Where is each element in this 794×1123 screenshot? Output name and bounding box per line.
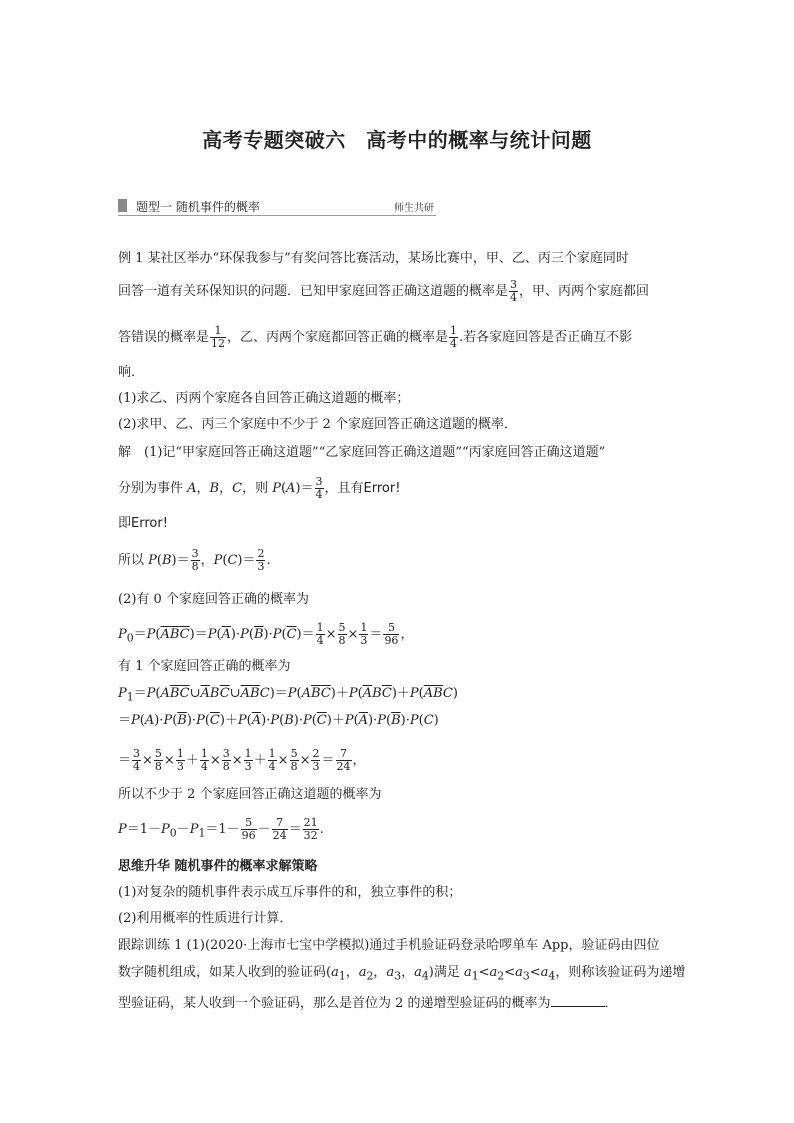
formula-p1-a: $P_1=P(A\overline{B}\overline{C}\cup\overline{A}B\overline{C}\cup\overline{A}\overline{B}C)=P(A\overline{B}\overline{C})+P(\overline{A}B\overline{C})+P(\overline{A}\overline{B}C)$ bbox=[118, 686, 458, 704]
answer-blank[interactable] bbox=[551, 994, 605, 1007]
question-2: (2)求甲、乙、丙三个家庭中不少于 2 个家庭回答正确这道题的概率． bbox=[118, 417, 517, 432]
question-1: (1)求乙、丙两个家庭各自回答正确这道题的概率； bbox=[118, 391, 410, 406]
practice-line-1: 跟踪训练 1 (1)(2020·上海市七宝中学模拟)通过手机验证码登录哈啰单车 App，验证码由四位 bbox=[118, 938, 660, 953]
practice-line-2: 数字随机组成，如某人收到的验证码($a_1$，$a_2$，$a_3$，$a_4$)满足 $a_1<a_2<a_3<a_4$，则称该验证码为递增 bbox=[118, 965, 686, 983]
page-title: 高考专题突破六 高考中的概率与统计问题 bbox=[202, 128, 592, 152]
formula-p1-b: $=P(A)\cdot P(\overline{B})\cdot P(\overline{C})+P(\overline{A})\cdot P(B)\cdot P(\overline{C})+P(\overline{A})\cdot P(\overline{B})\cdot P(C)$ bbox=[118, 713, 439, 728]
section-divider bbox=[118, 215, 436, 216]
practice-line-3: 型验证码，某人收到一个验证码，那么是首位为 2 的递增型验证码的概率为 ． bbox=[118, 996, 618, 1011]
example-line-3: 答错误的概率是 $\frac{1}{12}$ ，乙、丙两个家庭都回答正确的概率是 $\frac{1}{4}$ .若各家庭回答是否正确互不影 bbox=[118, 324, 633, 350]
summary-point-1: (1)对复杂的随机事件表示成互斥事件的和，独立事件的积； bbox=[118, 885, 462, 900]
solution-line-11: 所以不少于 2 个家庭回答正确这道题的概率为 bbox=[118, 787, 382, 802]
solution-line-4: 所以 P(B)＝ $\frac{3}{8}$ ，P(C)＝ $\frac{2}{3}$ . bbox=[118, 547, 271, 573]
formula-p1-c: ＝ $\frac{3}{4}$ × $\frac{5}{8}$ × $\frac{1}{3}$ ＋ $\frac{1}{4}$ × $\frac{3}{8}$ × $\frac{1}{3}$ ＋ $\frac{1}{4}$ × $\frac{5}{8}$ × $\frac{2}{3}$ ＝ $\frac{7}{24}$ ， bbox=[118, 747, 366, 773]
section-tag: 师生共研 bbox=[394, 203, 434, 214]
solution-line-2: 分别为事件 A，B，C，则 P(A)＝ $\frac{3}{4}$ ，且有Error! bbox=[118, 475, 401, 501]
formula-p: $P=1-P_0-P_1=1-$ $\frac{5}{96}$ － $\frac{7}{24}$ ＝ $\frac{21}{32}$ . bbox=[118, 816, 324, 842]
formula-p0: $P_0=P(\overline{A}\overline{B}\overline{C})=P(\overline{A})\cdot P(\overline{B})\cdot P(\overline{C})=$ $\frac{1}{4}$ × $\frac{5}{8}$ × $\frac{1}{3}$ ＝ $\frac{5}{96}$ ， bbox=[118, 621, 414, 647]
section-header bbox=[118, 198, 436, 214]
section-marker-icon bbox=[118, 199, 127, 212]
summary-heading: 思维升华 随机事件的概率求解策略 bbox=[118, 859, 318, 874]
solution-line-3: 即Error! bbox=[118, 516, 168, 531]
solution-line-7: 有 1 个家庭回答正确的概率为 bbox=[118, 659, 291, 674]
summary-point-2: (2)利用概率的性质进行计算． bbox=[118, 911, 293, 926]
example-line-4: 响． bbox=[118, 365, 145, 380]
example-line-1: 例 1 某社区举办“环保我参与”有奖问答比赛活动，某场比赛中，甲、乙、丙三个家庭同时 bbox=[118, 251, 629, 266]
section-label: 题型一 随机事件的概率 bbox=[136, 200, 260, 214]
solution-line-5: (2)有 0 个家庭回答正确的概率为 bbox=[118, 592, 309, 607]
example-line-2: 回答一道有关环保知识的问题．已知甲家庭回答正确这道题的概率是 $\frac{3}{4}$ ，甲、丙两个家庭都回 bbox=[118, 278, 650, 304]
solution-line-1: 解 (1)记“甲家庭回答正确这道题”“乙家庭回答正确这道题”“丙家庭回答正确这道题” bbox=[118, 445, 606, 460]
